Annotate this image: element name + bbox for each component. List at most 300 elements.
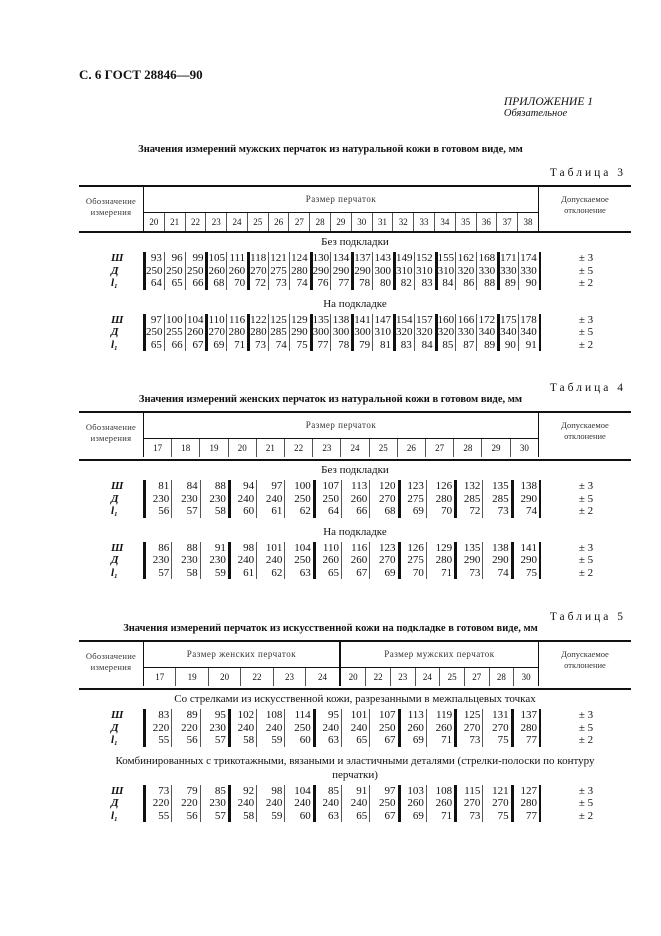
table-cell: 55: [143, 734, 171, 747]
table-cell: 58: [228, 734, 256, 747]
table-cell: 135: [482, 480, 510, 493]
table-cell: 75: [482, 810, 510, 823]
size-column-header: 22: [185, 213, 206, 232]
table-cell: 64: [313, 505, 341, 518]
section-label: Со стрелками из искусственной кожи, разрезанными в межпальцевых точках: [174, 693, 536, 705]
table-cell: 330: [518, 265, 539, 278]
table-cell: 96: [164, 252, 185, 265]
table4-caption: Значения измерений женских перчаток из натуральной кожи в готовом виде, мм: [138, 394, 523, 405]
table-cell: 126: [398, 542, 426, 555]
deviation-value: ± 2: [539, 810, 631, 823]
table-cell: 69: [369, 567, 397, 580]
table-cell: 85: [200, 785, 228, 798]
table-cell: 230: [171, 554, 199, 567]
table-cell: 143: [372, 252, 393, 265]
table-cell: 270: [369, 493, 397, 506]
table-cell: 330: [476, 265, 497, 278]
table-cell: 171: [497, 252, 518, 265]
table-cell: 65: [143, 339, 164, 352]
table-cell: 57: [143, 567, 171, 580]
table-cell: 57: [200, 810, 228, 823]
table-cell: 320: [414, 326, 435, 339]
table-cell: 240: [313, 722, 341, 735]
table-cell: 290: [351, 265, 372, 278]
table-cell: 69: [205, 339, 226, 352]
table-cell: 71: [426, 734, 454, 747]
designation-header: Обозначение измерения: [79, 412, 144, 457]
table-row: [79, 265, 631, 278]
table-cell: 155: [435, 252, 456, 265]
size-column-header: 34: [434, 213, 455, 232]
table-cell: 280: [247, 326, 268, 339]
table-cell: 71: [426, 810, 454, 823]
table-cell: 77: [330, 277, 351, 290]
table-cell: 73: [247, 339, 268, 352]
deviation-value: ± 3: [539, 480, 631, 493]
table-cell: 240: [256, 493, 284, 506]
table-cell: 260: [313, 554, 341, 567]
table-cell: 250: [284, 493, 312, 506]
table-cell: 97: [256, 480, 284, 493]
table-cell: 61: [256, 505, 284, 518]
table-cell: 250: [185, 265, 206, 278]
table-cell: 66: [185, 277, 206, 290]
table-cell: 83: [393, 339, 414, 352]
section-label: На подкладке: [323, 525, 387, 538]
table-cell: 230: [171, 493, 199, 506]
table-cell: 89: [476, 339, 497, 352]
table-cell: 83: [414, 277, 435, 290]
table-cell: 162: [455, 252, 476, 265]
table-cell: 280: [426, 493, 454, 506]
size-column-header: 19: [176, 668, 208, 687]
size-column-header: 25: [247, 213, 268, 232]
table-row: [79, 709, 631, 722]
table-cell: 89: [171, 709, 199, 722]
table-cell: 87: [455, 339, 476, 352]
table-cell: 290: [454, 554, 482, 567]
section-label: На подкладке: [323, 297, 387, 310]
table-cell: 58: [228, 810, 256, 823]
table-cell: 138: [511, 480, 539, 493]
data-block: [79, 480, 631, 518]
table5-header: [79, 641, 631, 686]
table-cell: 300: [310, 326, 331, 339]
table-cell: 91: [200, 542, 228, 555]
table-cell: 90: [518, 277, 539, 290]
size-column-header: 24: [306, 668, 340, 687]
table3-caption: Значения измерений мужских перчаток из натуральной кожи в готовом виде, мм: [138, 144, 523, 155]
deviation-header: Допускаемое отклонение: [539, 412, 632, 457]
table-cell: 250: [284, 554, 312, 567]
table-cell: 80: [372, 277, 393, 290]
size-column-header: 23: [206, 213, 227, 232]
table-cell: 116: [341, 542, 369, 555]
table-cell: 270: [482, 797, 510, 810]
size-column-header: 26: [268, 213, 289, 232]
table-cell: 75: [289, 339, 310, 352]
size-column-header: 20: [208, 668, 240, 687]
table-cell: 166: [455, 314, 476, 327]
table-cell: 123: [369, 542, 397, 555]
table-row: [79, 505, 631, 518]
table-cell: 280: [426, 554, 454, 567]
table-cell: 122: [247, 314, 268, 327]
table-cell: 290: [330, 265, 351, 278]
table-cell: 113: [398, 709, 426, 722]
table-cell: 175: [497, 314, 518, 327]
deviation-value: ± 5: [539, 722, 631, 735]
table-cell: 73: [454, 810, 482, 823]
table-cell: 70: [426, 505, 454, 518]
table-cell: 230: [143, 493, 171, 506]
table-cell: 285: [454, 493, 482, 506]
table-cell: 98: [256, 785, 284, 798]
section-label-continued: перчатки): [332, 768, 378, 781]
table4-number: Таблица 4: [549, 382, 626, 394]
table-cell: 340: [518, 326, 539, 339]
size-column-header: 27: [464, 668, 489, 687]
deviation-header: Допускаемое отклонение: [539, 186, 632, 231]
table-row: [79, 493, 631, 506]
table-cell: 280: [226, 326, 247, 339]
table-cell: 63: [284, 567, 312, 580]
table-cell: 129: [289, 314, 310, 327]
table-cell: 280: [511, 797, 539, 810]
table-cell: 260: [185, 326, 206, 339]
table-row: [79, 797, 631, 810]
table-cell: 137: [351, 252, 372, 265]
table-cell: 260: [205, 265, 226, 278]
table-cell: 68: [369, 505, 397, 518]
table-cell: 59: [256, 810, 284, 823]
table-cell: 107: [369, 709, 397, 722]
table-cell: 240: [341, 722, 369, 735]
table3-number: Таблица 3: [549, 167, 626, 179]
table-cell: 280: [289, 265, 310, 278]
size-group-header: Размер женских перчаток: [144, 641, 340, 668]
table-cell: 103: [398, 785, 426, 798]
table-cell: 141: [511, 542, 539, 555]
size-column-header: 35: [455, 213, 476, 232]
table-cell: 240: [341, 797, 369, 810]
table4-header: [79, 412, 631, 457]
table-cell: 56: [143, 505, 171, 518]
table-cell: 157: [414, 314, 435, 327]
table-cell: 310: [414, 265, 435, 278]
table-cell: 64: [143, 277, 164, 290]
table-cell: 260: [341, 554, 369, 567]
size-column-header: 32: [393, 213, 414, 232]
table-cell: 134: [330, 252, 351, 265]
size-column-header: 23: [313, 439, 341, 458]
deviation-value: ± 2: [539, 505, 631, 518]
table-cell: 149: [393, 252, 414, 265]
table-cell: 220: [143, 722, 171, 735]
table-cell: 71: [426, 567, 454, 580]
table-cell: 84: [414, 339, 435, 352]
table-row: [79, 554, 631, 567]
deviation-value: ± 5: [539, 554, 631, 567]
table-cell: 63: [313, 734, 341, 747]
table-cell: 66: [164, 339, 185, 352]
table5-caption: Значения измерений перчаток из искусственной кожи на подкладке в готовом виде, мм: [123, 623, 538, 634]
table-cell: 100: [284, 480, 312, 493]
deviation-value: ± 5: [539, 326, 631, 339]
table-cell: 57: [171, 505, 199, 518]
size-column-header: 23: [273, 668, 305, 687]
table-cell: 63: [313, 810, 341, 823]
table-cell: 275: [268, 265, 289, 278]
size-column-header: 20: [340, 668, 366, 687]
table-cell: 320: [455, 265, 476, 278]
size-column-header: 30: [510, 439, 538, 458]
table5-number: Таблица 5: [549, 611, 626, 623]
table-cell: 73: [143, 785, 171, 798]
table-cell: 260: [398, 722, 426, 735]
table-cell: 85: [313, 785, 341, 798]
size-column-header: 28: [489, 668, 514, 687]
table-cell: 67: [185, 339, 206, 352]
table-cell: 102: [228, 709, 256, 722]
size-column-header: 22: [366, 668, 391, 687]
table-cell: 130: [310, 252, 331, 265]
table-cell: 121: [482, 785, 510, 798]
table-cell: 240: [228, 722, 256, 735]
table-cell: 88: [476, 277, 497, 290]
table-cell: 113: [341, 480, 369, 493]
table-cell: 94: [228, 480, 256, 493]
measurement-symbol: Ш: [111, 709, 124, 721]
table-cell: 92: [228, 785, 256, 798]
table-cell: 95: [200, 709, 228, 722]
table-cell: 270: [205, 326, 226, 339]
table-row: [79, 810, 631, 823]
deviation-header: Допускаемое отклонение: [539, 641, 632, 686]
table-row: [79, 277, 631, 290]
table-cell: 59: [200, 567, 228, 580]
table-cell: 300: [372, 265, 393, 278]
size-column-header: 24: [415, 668, 440, 687]
deviation-value: ± 3: [539, 252, 631, 265]
table4-header-rule: [79, 459, 631, 461]
table-cell: 67: [341, 567, 369, 580]
size-column-header: 21: [164, 213, 185, 232]
table-cell: 220: [143, 797, 171, 810]
table-cell: 57: [200, 734, 228, 747]
designation-header: Обозначение измерения: [79, 186, 144, 231]
table-cell: 69: [398, 734, 426, 747]
table-cell: 69: [398, 505, 426, 518]
measurement-symbol: Д: [111, 554, 119, 566]
table-cell: 55: [143, 810, 171, 823]
table-cell: 141: [351, 314, 372, 327]
table-cell: 250: [284, 722, 312, 735]
table-cell: 131: [482, 709, 510, 722]
table-cell: 86: [455, 277, 476, 290]
table-row: [79, 326, 631, 339]
table-cell: 70: [398, 567, 426, 580]
deviation-value: ± 2: [539, 339, 631, 352]
table-cell: 290: [482, 554, 510, 567]
page-header: С. 6 ГОСТ 28846—90: [79, 67, 203, 82]
table-cell: 230: [200, 797, 228, 810]
table-cell: 91: [518, 339, 539, 352]
table-cell: 330: [497, 265, 518, 278]
table-cell: 75: [511, 567, 539, 580]
table-row: [79, 252, 631, 265]
table-cell: 114: [284, 709, 312, 722]
table-row: [79, 339, 631, 352]
table-cell: 71: [226, 339, 247, 352]
table-cell: 270: [454, 722, 482, 735]
table-cell: 110: [313, 542, 341, 555]
table-cell: 56: [171, 810, 199, 823]
table-cell: 250: [369, 722, 397, 735]
table-cell: 83: [143, 709, 171, 722]
table-cell: 69: [398, 810, 426, 823]
table-cell: 73: [454, 567, 482, 580]
table-cell: 88: [171, 542, 199, 555]
measurement-symbol: Д: [111, 492, 119, 505]
table-cell: 174: [518, 252, 539, 265]
table-cell: 73: [268, 277, 289, 290]
deviation-value: ± 3: [539, 785, 631, 798]
table-cell: 74: [289, 277, 310, 290]
table-row: [79, 734, 631, 747]
table-cell: 76: [310, 277, 331, 290]
table-cell: 73: [482, 505, 510, 518]
table-cell: 124: [289, 252, 310, 265]
table-cell: 104: [284, 785, 312, 798]
size-column-header: 17: [155, 672, 165, 682]
table-cell: 240: [228, 493, 256, 506]
size-column-header: 29: [482, 439, 510, 458]
table-cell: 154: [393, 314, 414, 327]
table-cell: 77: [511, 734, 539, 747]
table-cell: 240: [256, 722, 284, 735]
table-cell: 78: [330, 339, 351, 352]
measurement-symbol: Ш: [111, 313, 124, 326]
table-cell: 97: [369, 785, 397, 798]
measurement-symbol: l₁: [111, 809, 118, 822]
table-cell: 250: [143, 265, 164, 278]
table-cell: 66: [341, 505, 369, 518]
table-cell: 270: [369, 554, 397, 567]
size-column-header: 26: [397, 439, 425, 458]
table-cell: 116: [226, 314, 247, 327]
table-cell: 65: [164, 277, 185, 290]
measurement-symbol: Д: [111, 797, 119, 809]
table-cell: 126: [426, 480, 454, 493]
measurement-symbol: Д: [111, 264, 119, 277]
table-cell: 260: [398, 797, 426, 810]
table-cell: 108: [426, 785, 454, 798]
size-column-header: 28: [454, 439, 482, 458]
table-cell: 118: [247, 252, 268, 265]
table-cell: 60: [284, 810, 312, 823]
table-cell: 260: [426, 722, 454, 735]
measurement-symbol: Ш: [111, 784, 124, 797]
table-cell: 111: [226, 252, 247, 265]
table-cell: 74: [511, 505, 539, 518]
size-column-header: 20: [228, 439, 256, 458]
table-cell: 65: [341, 810, 369, 823]
table-cell: 178: [518, 314, 539, 327]
deviation-value: ± 3: [539, 314, 631, 327]
table-cell: 104: [185, 314, 206, 327]
table-cell: 101: [256, 542, 284, 555]
table-cell: 230: [200, 554, 228, 567]
size-column-header: 24: [227, 213, 248, 232]
size-column-header: 25: [369, 439, 397, 458]
table-cell: 110: [205, 314, 226, 327]
measurement-symbol: l₁: [111, 734, 118, 746]
table-cell: 300: [330, 326, 351, 339]
deviation-value: ± 2: [539, 734, 631, 747]
table-cell: 72: [247, 277, 268, 290]
table-cell: 70: [226, 277, 247, 290]
table-cell: 250: [369, 797, 397, 810]
size-column-header: 28: [310, 213, 331, 232]
table-cell: 78: [351, 277, 372, 290]
table-row: [79, 722, 631, 735]
annex-status: Обязательное: [503, 108, 568, 119]
table-cell: 260: [426, 797, 454, 810]
table-cell: 255: [164, 326, 185, 339]
table-cell: 240: [256, 797, 284, 810]
table-cell: 125: [268, 314, 289, 327]
size-column-header: 18: [172, 439, 200, 458]
table-cell: 129: [426, 542, 454, 555]
table-cell: 320: [393, 326, 414, 339]
table-cell: 84: [435, 277, 456, 290]
size-column-header: 24: [341, 439, 369, 458]
table-cell: 275: [398, 554, 426, 567]
size-column-header: 20: [149, 217, 159, 227]
table-cell: 67: [369, 810, 397, 823]
table-cell: 220: [171, 797, 199, 810]
size-column-header: 30: [514, 668, 539, 687]
table-cell: 62: [256, 567, 284, 580]
size-column-header: 29: [331, 213, 352, 232]
deviation-value: ± 3: [539, 709, 631, 722]
table-cell: 65: [313, 567, 341, 580]
table-cell: 81: [372, 339, 393, 352]
deviation-value: ± 5: [539, 493, 631, 506]
size-column-header: 19: [200, 439, 228, 458]
table-cell: 74: [482, 567, 510, 580]
table-cell: 240: [228, 554, 256, 567]
table-cell: 61: [228, 567, 256, 580]
size-column-header: 36: [476, 213, 497, 232]
table-cell: 95: [313, 709, 341, 722]
table-cell: 340: [497, 326, 518, 339]
section-label: Без подкладки: [321, 464, 389, 476]
deviation-value: ± 5: [539, 797, 631, 810]
table-cell: 84: [171, 480, 199, 493]
data-block: [79, 785, 631, 823]
size-column-header: 37: [497, 213, 518, 232]
table-cell: 119: [426, 709, 454, 722]
table-cell: 290: [310, 265, 331, 278]
table-cell: 285: [482, 493, 510, 506]
size-column-header: 23: [390, 668, 415, 687]
table-cell: 72: [454, 505, 482, 518]
table-cell: 127: [511, 785, 539, 798]
table-cell: 152: [414, 252, 435, 265]
deviation-value: ± 2: [539, 277, 631, 290]
